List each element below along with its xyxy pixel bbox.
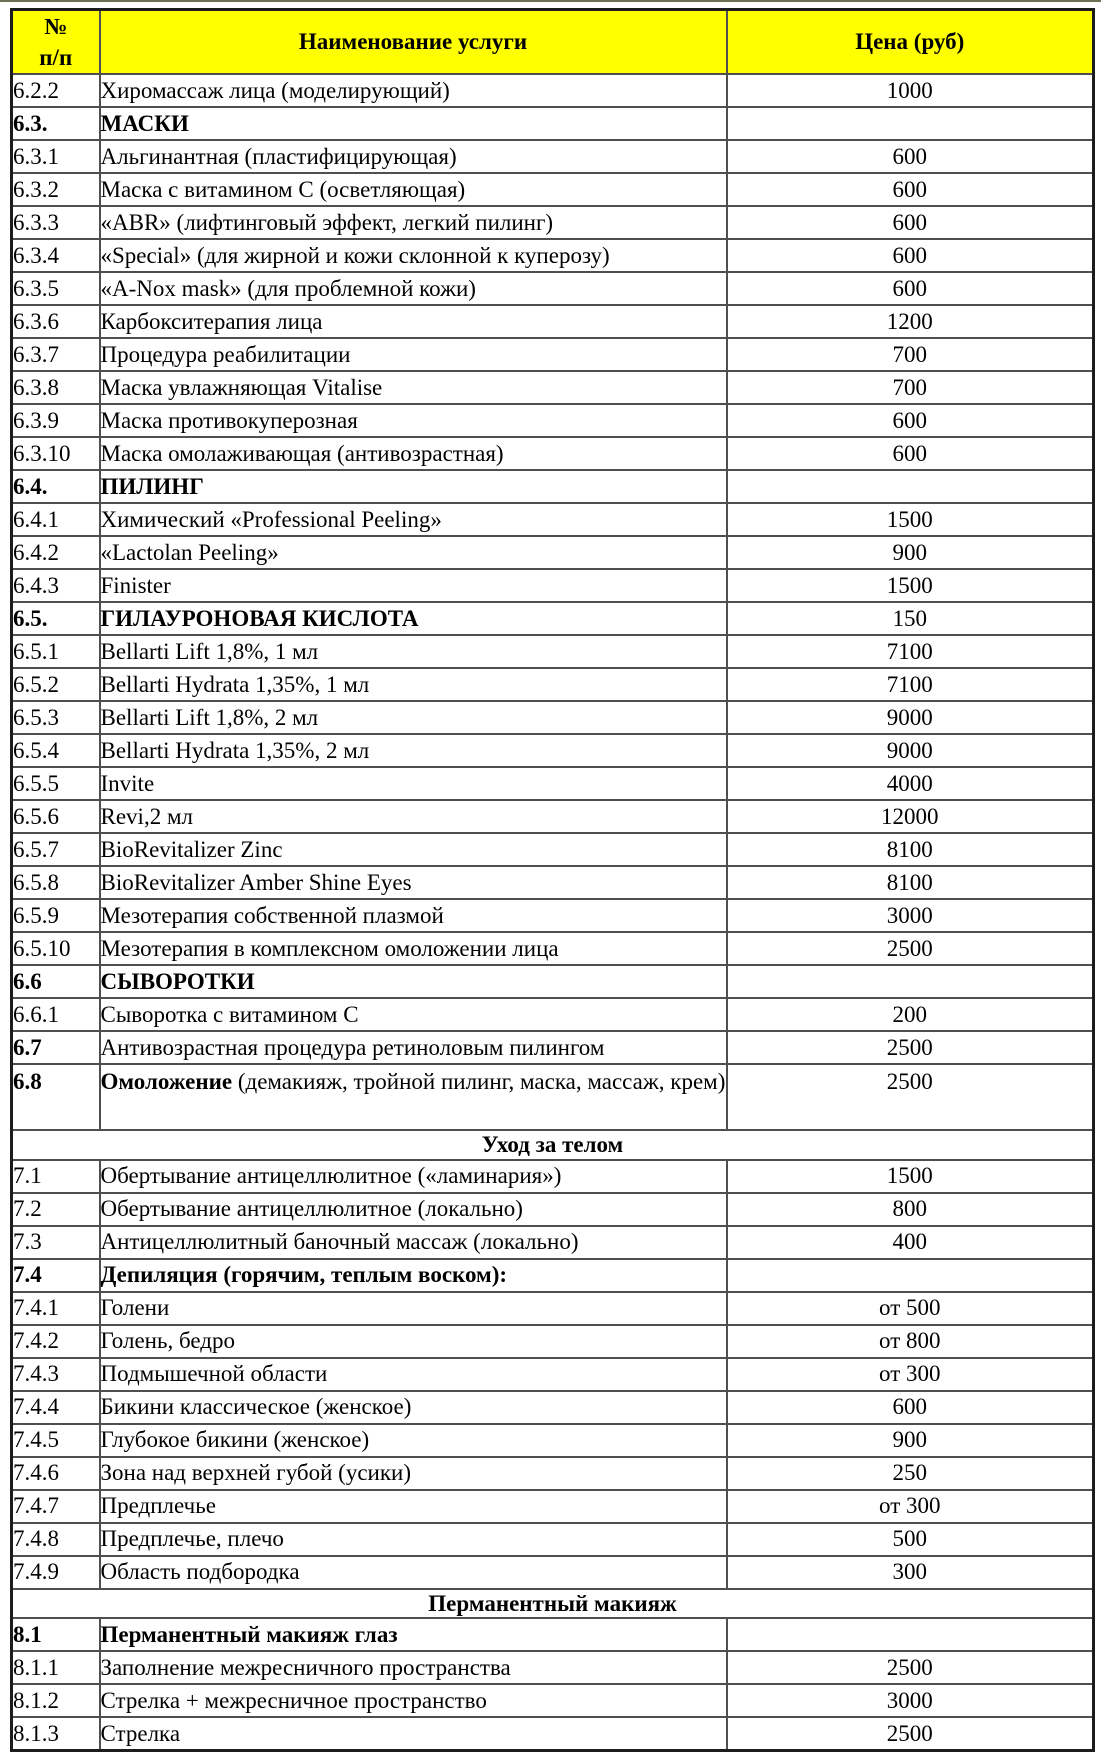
row-price-cell: 9000: [727, 701, 1094, 734]
row-num-cell: 6.5.7: [12, 833, 100, 866]
row-price-cell: [727, 1259, 1094, 1292]
row-price-cell: 900: [727, 1424, 1094, 1457]
header-num-cell: [12, 10, 100, 75]
row-name-cell: Область подбородка: [100, 1556, 727, 1589]
service-row: [12, 1325, 1094, 1358]
row-name-cell: Химический «Professional Peeling»: [100, 503, 727, 536]
service-row: [12, 1490, 1094, 1523]
row-num-cell: 6.3.1: [12, 140, 100, 173]
row-price-cell: 400: [727, 1226, 1094, 1259]
row-num-cell: 7.1: [12, 1160, 100, 1193]
row-price-cell: 2500: [727, 1651, 1094, 1684]
row-price-cell: 600: [727, 437, 1094, 470]
row-price-cell: [727, 470, 1094, 503]
row-name-cell: Глубокое бикини (женское): [100, 1424, 727, 1457]
row-num-cell: 6.4.: [12, 470, 100, 503]
row-num-cell: 6.6.1: [12, 998, 100, 1031]
service-row: [12, 1193, 1094, 1226]
row-price-cell: 12000: [727, 800, 1094, 833]
row-name-cell: Сыворотка с витамином С: [100, 998, 727, 1031]
service-row: [12, 1160, 1094, 1193]
service-row: [12, 140, 1094, 173]
section-label: Уход за телом: [12, 1130, 1094, 1160]
row-name-cell: Заполнение межресничного пространства: [100, 1651, 727, 1684]
row-num-cell: 7.4.4: [12, 1391, 100, 1424]
row-price-cell: 500: [727, 1523, 1094, 1556]
row-name-cell: Revi,2 мл: [100, 800, 727, 833]
row-name-cell: «A-Nox mask» (для проблемной кожи): [100, 272, 727, 305]
service-row: [12, 272, 1094, 305]
row-name-cell: Подмышечной области: [100, 1358, 727, 1391]
price-table: [10, 8, 1095, 1752]
row-name-cell: Маска с витамином С (осветляющая): [100, 173, 727, 206]
row-num-cell: 7.3: [12, 1226, 100, 1259]
row-num-cell: 8.1.3: [12, 1717, 100, 1750]
row-num-cell: 6.5.3: [12, 701, 100, 734]
service-row: [12, 239, 1094, 272]
row-num-cell: 6.6: [12, 965, 100, 998]
section-row: [12, 1130, 1094, 1160]
row-num-cell: 8.1.1: [12, 1651, 100, 1684]
service-row: [12, 371, 1094, 404]
row-num-cell: 7.4.9: [12, 1556, 100, 1589]
row-price-cell: 8100: [727, 866, 1094, 899]
service-row: [12, 602, 1094, 635]
row-price-cell: 2500: [727, 932, 1094, 965]
service-row: [12, 1684, 1094, 1717]
row-price-cell: 600: [727, 206, 1094, 239]
row-price-cell: от 800: [727, 1325, 1094, 1358]
row-name-cell: «Lactolan Peeling»: [100, 536, 727, 569]
row-num-cell: 6.4.2: [12, 536, 100, 569]
service-row: [12, 1391, 1094, 1424]
service-row: [12, 1618, 1094, 1651]
row-num-cell: 6.3.9: [12, 404, 100, 437]
row-price-cell: [727, 107, 1094, 140]
row-name-cell: Антицеллюлитный баночный массаж (локально): [100, 1226, 727, 1259]
row-name-cell: Депиляция (горячим, теплым воском):: [100, 1259, 727, 1292]
service-row: [12, 1717, 1094, 1750]
row-name-cell: [100, 1064, 727, 1130]
row-price-cell: 600: [727, 272, 1094, 305]
row-num-cell: 6.3.6: [12, 305, 100, 338]
price-table-body: [12, 74, 1094, 1750]
row-num-cell: 6.3.10: [12, 437, 100, 470]
row-price-cell: 9000: [727, 734, 1094, 767]
row-price-cell: 3000: [727, 1684, 1094, 1717]
row-name-cell: «ABR» (лифтинговый эффект, легкий пилинг): [100, 206, 727, 239]
service-row: [12, 668, 1094, 701]
service-row: [12, 1064, 1094, 1130]
row-name-cell: Bellarti Lift 1,8%, 1 мл: [100, 635, 727, 668]
row-price-cell: 700: [727, 338, 1094, 371]
row-num-cell: 6.3.7: [12, 338, 100, 371]
service-row: [12, 305, 1094, 338]
row-name-cell: Finister: [100, 569, 727, 602]
row-num-cell: 7.4.6: [12, 1457, 100, 1490]
row-price-cell: 2500: [727, 1031, 1094, 1064]
row-num-cell: 6.5.9: [12, 899, 100, 932]
row-num-cell: 6.4.1: [12, 503, 100, 536]
row-name-cell: Обертывание антицеллюлитное (локально): [100, 1193, 727, 1226]
row-num-cell: 6.3.3: [12, 206, 100, 239]
row-price-cell: [727, 1618, 1094, 1651]
service-row: [12, 1556, 1094, 1589]
row-price-cell: 1500: [727, 503, 1094, 536]
service-row: [12, 437, 1094, 470]
service-row: [12, 1358, 1094, 1391]
service-row: [12, 404, 1094, 437]
row-name-cell: BioRevitalizer Amber Shine Eyes: [100, 866, 727, 899]
row-price-cell: 3000: [727, 899, 1094, 932]
row-name-cell: Перманентный макияж глаз: [100, 1618, 727, 1651]
service-row: [12, 1457, 1094, 1490]
row-price-cell: 2500: [727, 1064, 1094, 1130]
row-num-cell: 7.4.8: [12, 1523, 100, 1556]
row-price-cell: от 300: [727, 1490, 1094, 1523]
service-row: [12, 74, 1094, 107]
service-row: [12, 635, 1094, 668]
service-row: [12, 734, 1094, 767]
service-row: [12, 767, 1094, 800]
service-row: [12, 206, 1094, 239]
service-row: [12, 998, 1094, 1031]
row-name-cell: Bellarti Hydrata 1,35%, 2 мл: [100, 734, 727, 767]
row-price-cell: 600: [727, 404, 1094, 437]
row-num-cell: 7.4.2: [12, 1325, 100, 1358]
service-row: [12, 833, 1094, 866]
row-price-cell: 600: [727, 140, 1094, 173]
section-label: Перманентный макияж: [12, 1589, 1094, 1619]
service-row: [12, 866, 1094, 899]
row-num-cell: 6.3.4: [12, 239, 100, 272]
service-row: [12, 536, 1094, 569]
row-num-cell: 6.5.10: [12, 932, 100, 965]
service-row: [12, 1259, 1094, 1292]
row-name-cell: Хиромассаж лица (моделирующий): [100, 74, 727, 107]
service-row: [12, 470, 1094, 503]
row-price-cell: 4000: [727, 767, 1094, 800]
row-price-cell: 1500: [727, 1160, 1094, 1193]
row-name-cell: Маска увлажняющая Vitalise: [100, 371, 727, 404]
service-row: [12, 569, 1094, 602]
row-price-cell: 1000: [727, 74, 1094, 107]
row-name-cell: «Special» (для жирной и кожи склонной к куперозу): [100, 239, 727, 272]
row-name-cell: Invite: [100, 767, 727, 800]
row-num-cell: 6.3.5: [12, 272, 100, 305]
row-num-cell: 6.5.1: [12, 635, 100, 668]
row-name-rest: (демакияж, тройной пилинг, маска, массаж, крем): [232, 1069, 726, 1095]
service-row: [12, 1292, 1094, 1325]
row-price-cell: 800: [727, 1193, 1094, 1226]
row-price-cell: 300: [727, 1556, 1094, 1589]
row-price-cell: 700: [727, 371, 1094, 404]
service-row: [12, 1651, 1094, 1684]
row-num-cell: 8.1.2: [12, 1684, 100, 1717]
service-row: [12, 899, 1094, 932]
header-price-cell: Цена (руб): [727, 10, 1094, 75]
row-num-cell: 6.2.2: [12, 74, 100, 107]
row-num-cell: 7.4.1: [12, 1292, 100, 1325]
row-name-cell: Процедура реабилитации: [100, 338, 727, 371]
header-service-cell: Наименование услуги: [100, 10, 727, 75]
service-row: [12, 965, 1094, 998]
row-name-cell: Мезотерапия в комплексном омоложении лица: [100, 932, 727, 965]
row-price-cell: 600: [727, 239, 1094, 272]
row-num-cell: 6.5.: [12, 602, 100, 635]
row-num-cell: 6.5.8: [12, 866, 100, 899]
row-name-cell: Стрелка + межресничное пространство: [100, 1684, 727, 1717]
row-num-cell: 7.4.7: [12, 1490, 100, 1523]
row-num-cell: 6.5.5: [12, 767, 100, 800]
row-name-cell: Стрелка: [100, 1717, 727, 1750]
header-num-line2: п/п: [39, 45, 73, 71]
row-num-cell: 7.4.5: [12, 1424, 100, 1457]
row-num-cell: 6.8: [12, 1064, 100, 1130]
row-price-cell: 900: [727, 536, 1094, 569]
service-row: [12, 503, 1094, 536]
row-name-cell: ПИЛИНГ: [100, 470, 727, 503]
row-name-cell: Антивозрастная процедура ретиноловым пилингом: [100, 1031, 727, 1064]
row-price-cell: 600: [727, 1391, 1094, 1424]
row-name-cell: Обертывание антицеллюлитное («ламинария»): [100, 1160, 727, 1193]
row-price-cell: 7100: [727, 668, 1094, 701]
service-row: [12, 1424, 1094, 1457]
row-num-cell: 6.5.2: [12, 668, 100, 701]
row-num-cell: 6.3.: [12, 107, 100, 140]
price-table-header: [12, 10, 1094, 75]
row-name-cell: Bellarti Hydrata 1,35%, 1 мл: [100, 668, 727, 701]
row-name-cell: Бикини классическое (женское): [100, 1391, 727, 1424]
row-price-cell: от 300: [727, 1358, 1094, 1391]
section-row: [12, 1589, 1094, 1619]
row-num-cell: 6.3.2: [12, 173, 100, 206]
row-num-cell: 6.3.8: [12, 371, 100, 404]
row-name-cell: Предплечье: [100, 1490, 727, 1523]
row-price-cell: 7100: [727, 635, 1094, 668]
service-row: [12, 173, 1094, 206]
row-num-cell: 8.1: [12, 1618, 100, 1651]
row-name-cell: Голень, бедро: [100, 1325, 727, 1358]
row-name-cell: Предплечье, плечо: [100, 1523, 727, 1556]
row-name-cell: МАСКИ: [100, 107, 727, 140]
service-row: [12, 701, 1094, 734]
row-name-cell: Маска противокуперозная: [100, 404, 727, 437]
row-name-cell: Альгинантная (пластифицирующая): [100, 140, 727, 173]
row-name-cell: Маска омолаживающая (антивозрастная): [100, 437, 727, 470]
row-name-cell: ГИЛАУРОНОВАЯ КИСЛОТА: [100, 602, 727, 635]
service-row: [12, 107, 1094, 140]
row-num-cell: 6.5.4: [12, 734, 100, 767]
row-num-cell: 7.2: [12, 1193, 100, 1226]
row-price-cell: 1200: [727, 305, 1094, 338]
service-row: [12, 1523, 1094, 1556]
previous-row-cut-line: [0, 0, 1101, 2]
service-row: [12, 800, 1094, 833]
header-num-line1: №: [44, 14, 68, 39]
row-price-cell: 2500: [727, 1717, 1094, 1750]
row-price-cell: [727, 965, 1094, 998]
row-num-cell: 6.4.3: [12, 569, 100, 602]
service-row: [12, 1031, 1094, 1064]
row-price-cell: 600: [727, 173, 1094, 206]
row-num-cell: 7.4: [12, 1259, 100, 1292]
row-num-cell: 7.4.3: [12, 1358, 100, 1391]
row-name-cell: Голени: [100, 1292, 727, 1325]
row-price-cell: 150: [727, 602, 1094, 635]
row-price-cell: 8100: [727, 833, 1094, 866]
service-row: [12, 1226, 1094, 1259]
service-row: [12, 932, 1094, 965]
row-name-cell: Мезотерапия собственной плазмой: [100, 899, 727, 932]
service-row: [12, 338, 1094, 371]
row-name-cell: СЫВОРОТКИ: [100, 965, 727, 998]
row-name-cell: Карбокситерапия лица: [100, 305, 727, 338]
row-price-cell: 1500: [727, 569, 1094, 602]
row-num-cell: 6.5.6: [12, 800, 100, 833]
row-num-cell: 6.7: [12, 1031, 100, 1064]
header-row: [12, 10, 1094, 75]
row-name-bold-part: Омоложение: [100, 1069, 233, 1095]
row-name-cell: Bellarti Lift 1,8%, 2 мл: [100, 701, 727, 734]
row-price-cell: от 500: [727, 1292, 1094, 1325]
row-price-cell: 250: [727, 1457, 1094, 1490]
row-name-cell: BioRevitalizer Zinc: [100, 833, 727, 866]
row-price-cell: 200: [727, 998, 1094, 1031]
row-name-cell: Зона над верхней губой (усики): [100, 1457, 727, 1490]
